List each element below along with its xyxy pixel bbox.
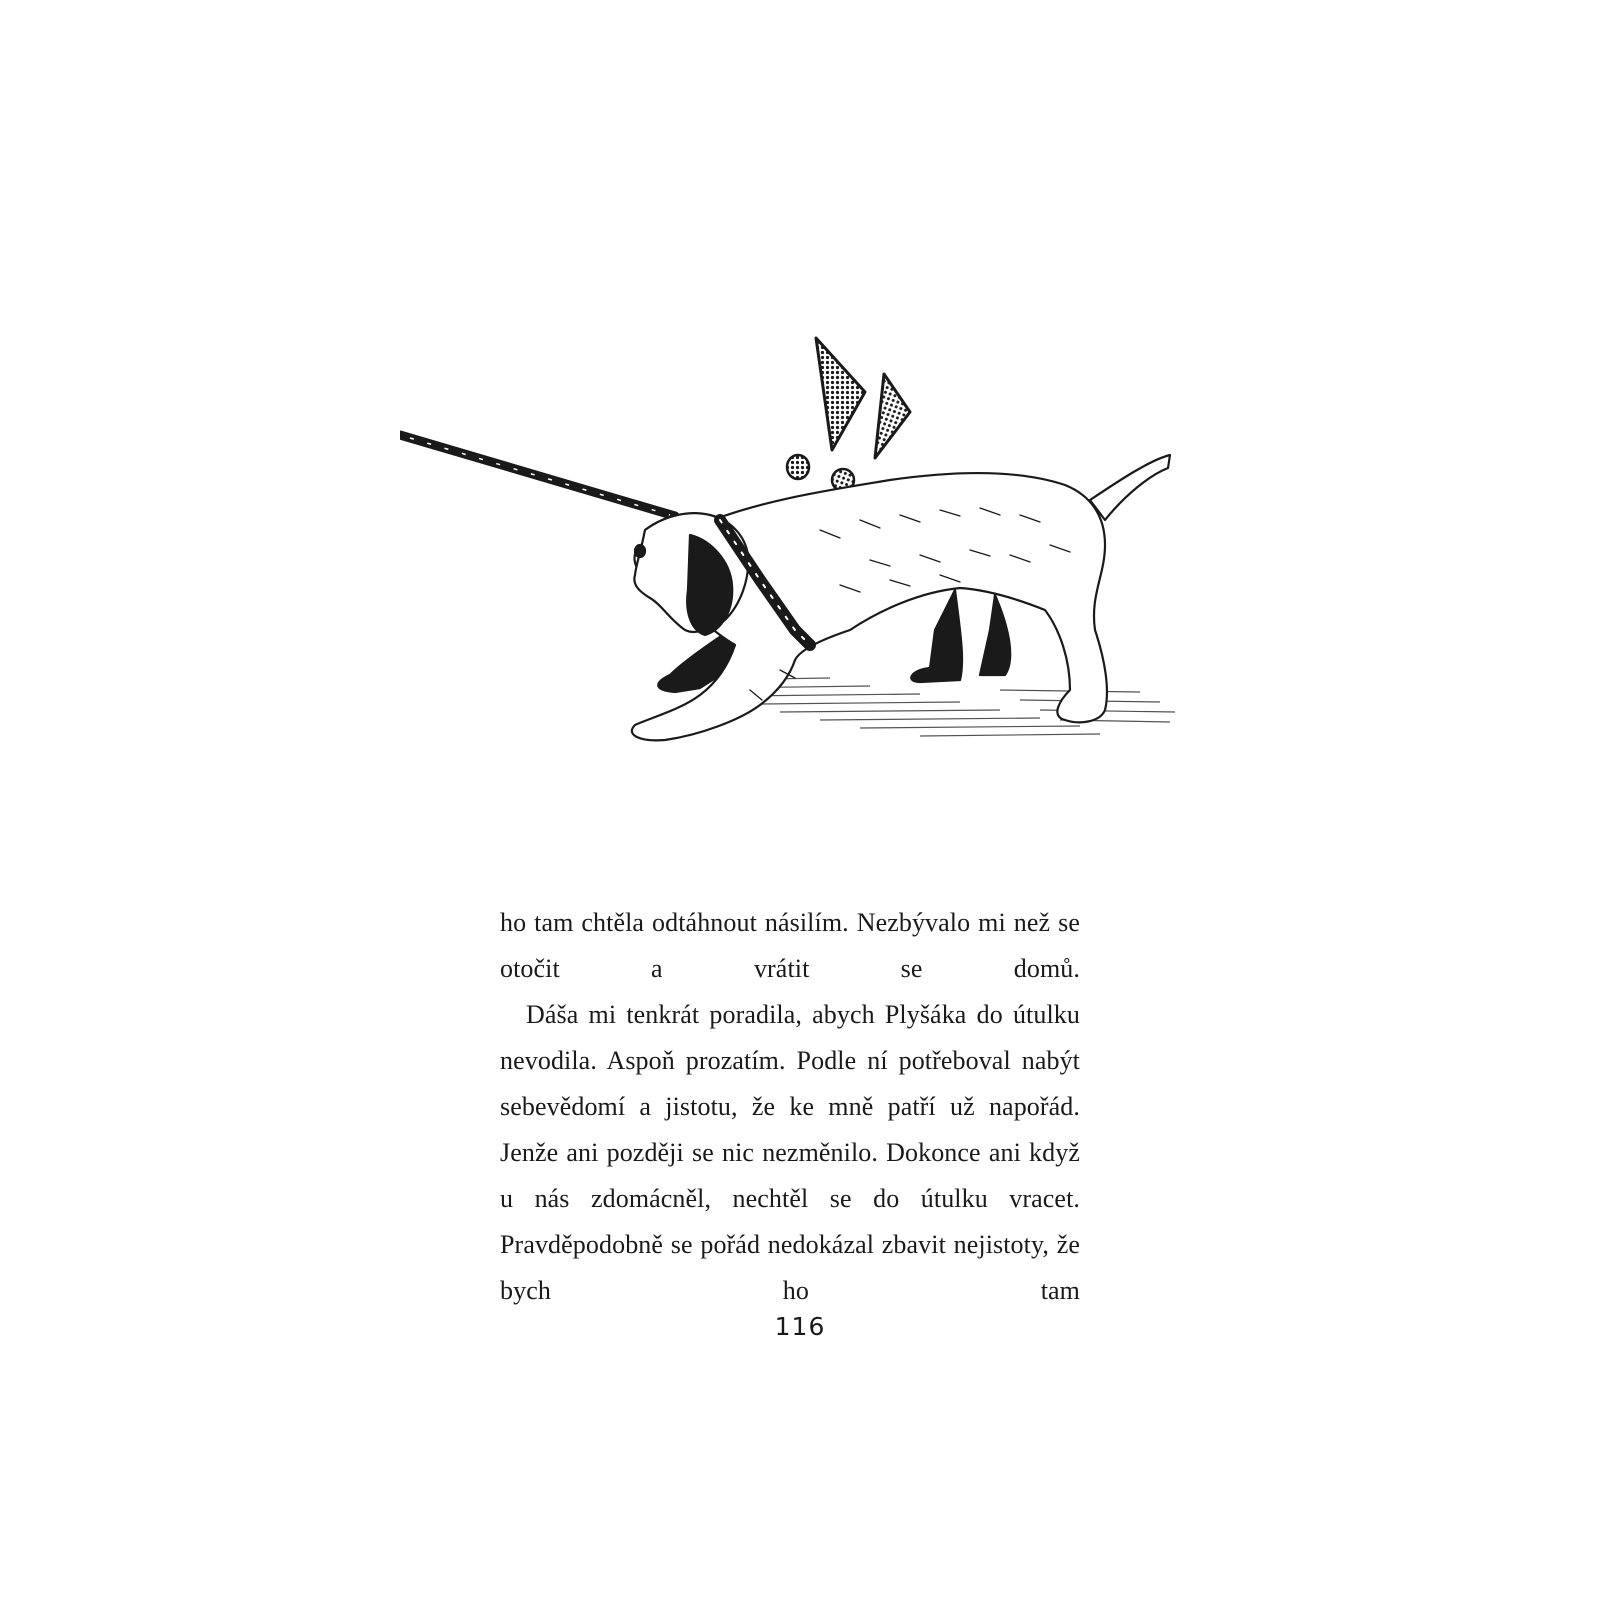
dog-illustration-svg bbox=[400, 330, 1190, 770]
leash bbox=[400, 435, 705, 522]
paragraph: Dáša mi tenkrát poradila, abych Plyšáka do útulku nevodila. Aspoň prozatím. Podle ní potřeboval nabýt sebevědomí a jistotu, že ke mně patří už napořád. Jenže ani později se nic nezměnilo. Dokonce ani když u nás zdomácněl, nechtěl se do útulku vracet. Pravděpodobně se pořád nedokázal zbavit nejistoty, že bych ho tam bbox=[500, 1000, 1080, 1305]
paragraph: ho tam chtěla odtáhnout násilím. Nezbývalo mi než se otočit a vrátit se domů. bbox=[500, 908, 1080, 983]
body-text bbox=[500, 900, 1080, 1314]
dog-on-leash-illustration bbox=[400, 330, 1190, 770]
exclamation-marks-icon bbox=[787, 338, 910, 491]
dog-figure bbox=[632, 455, 1170, 740]
page-number: 116 bbox=[774, 1312, 826, 1341]
